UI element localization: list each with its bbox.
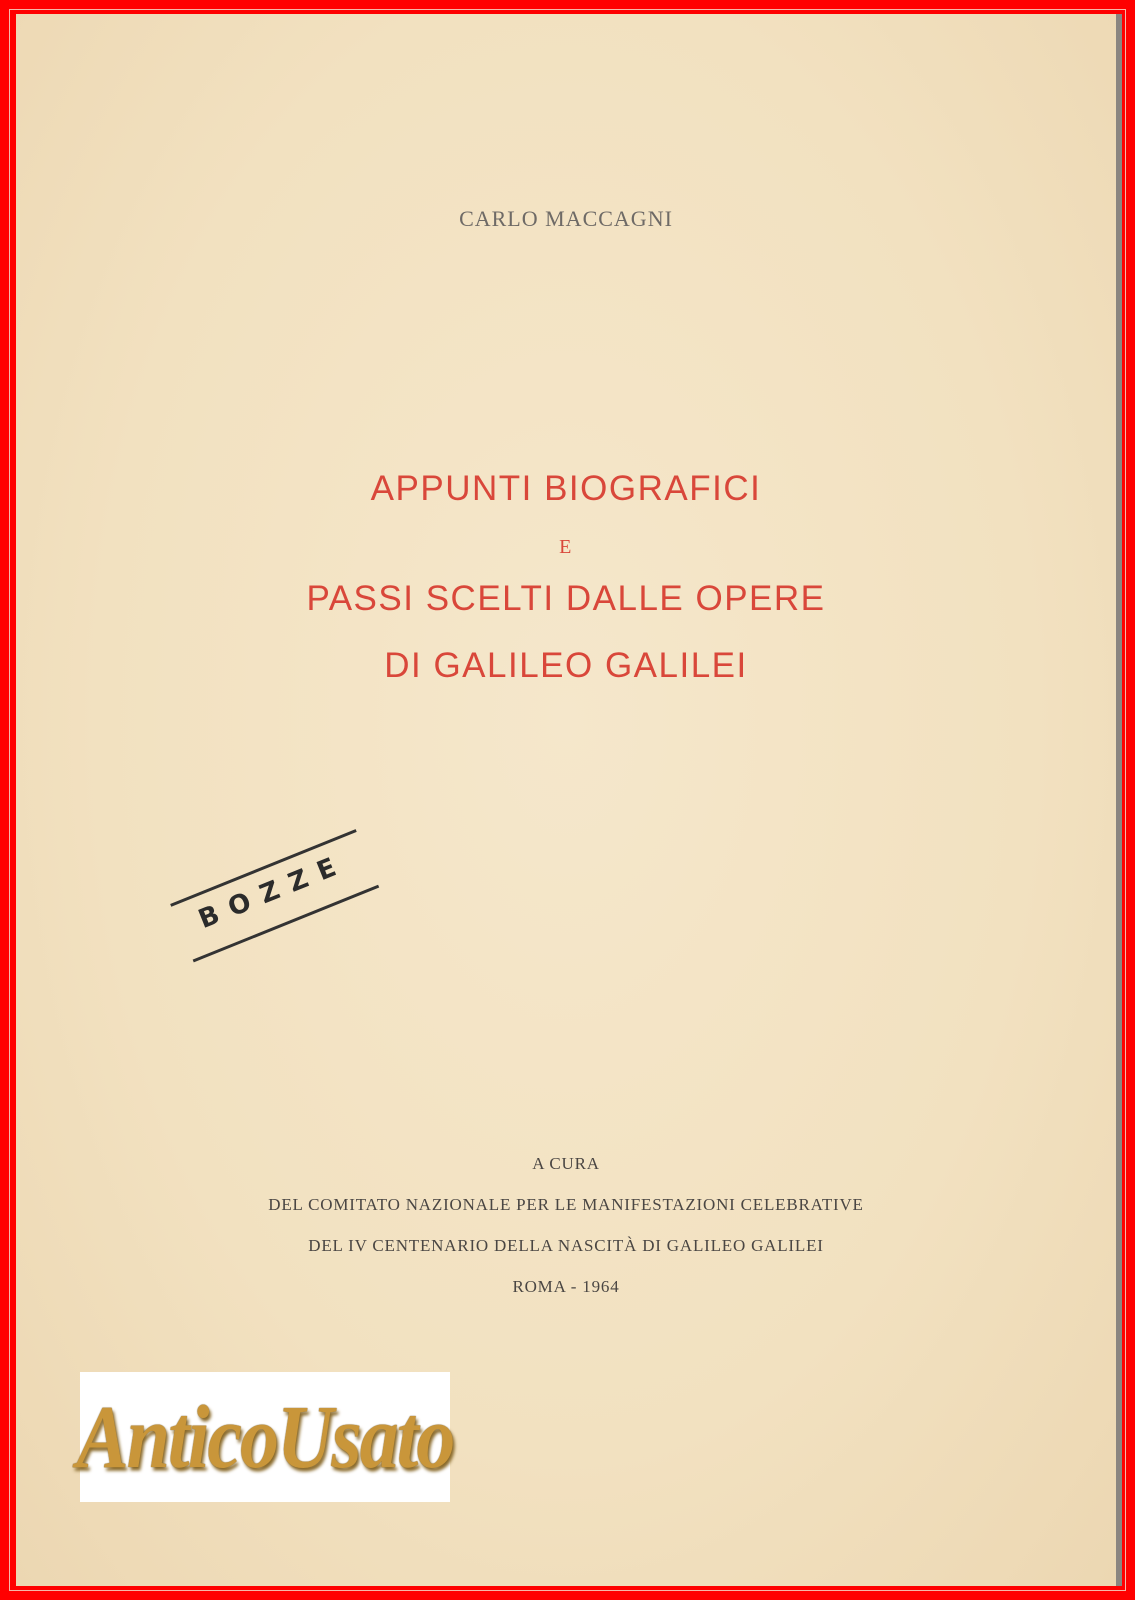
title-line-4: DI GALILEO GALILEI xyxy=(384,646,748,685)
imprint-line-1: A CURA xyxy=(532,1154,600,1173)
bozze-stamp xyxy=(170,829,382,969)
imprint-line-2: DEL COMITATO NAZIONALE PER LE MANIFESTAZIONI CELEBRATIVE xyxy=(268,1195,864,1214)
imprint-line-4: ROMA - 1964 xyxy=(512,1277,620,1296)
title-line-3: PASSI SCELTI DALLE OPERE xyxy=(306,579,826,618)
author-name: CARLO MACCAGNI xyxy=(459,206,673,231)
imprint-line-3: DEL IV CENTENARIO DELLA NASCITÀ DI GALILEO GALILEI xyxy=(308,1236,824,1255)
title-line-1: APPUNTI BIOGRAFICI xyxy=(370,469,762,508)
stamp-text: BOZZE xyxy=(194,848,352,935)
logo-text: AnticoUsato xyxy=(76,1386,454,1487)
title-line-2: E xyxy=(559,536,573,558)
watermark-logo xyxy=(76,1372,454,1502)
book-cover xyxy=(16,14,1116,1586)
